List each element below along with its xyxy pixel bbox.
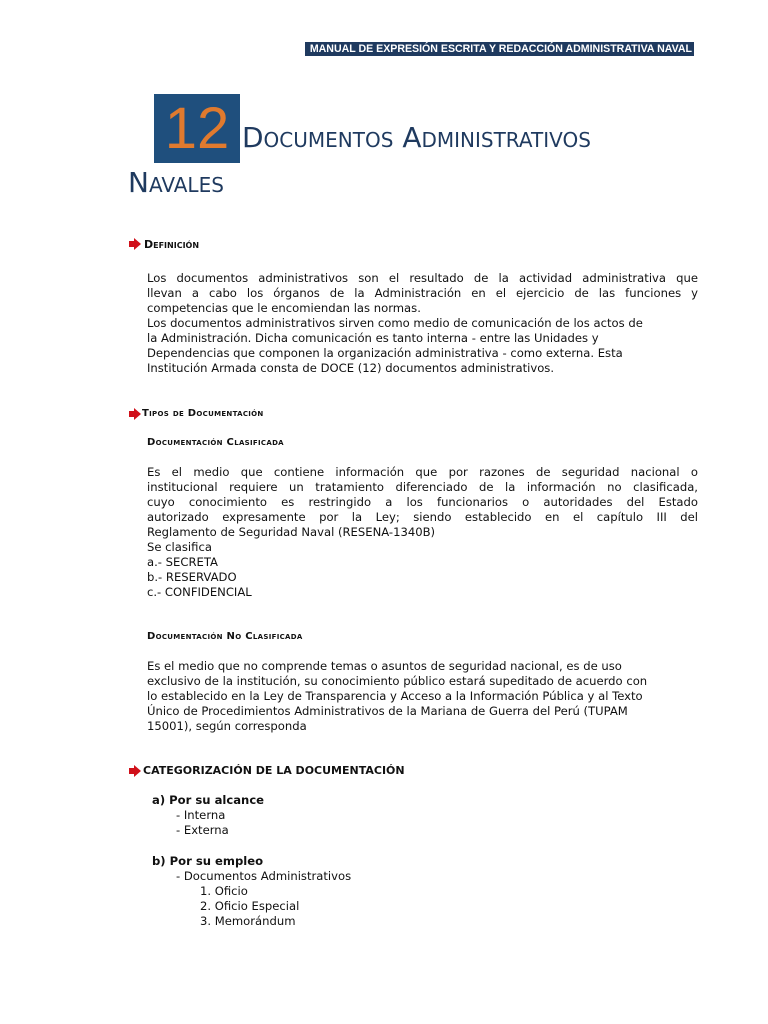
- red-arrow-bullet-icon: [129, 408, 141, 420]
- text-line: Se clasifica: [147, 540, 212, 554]
- text-line: a.- SECRETA: [147, 555, 218, 569]
- no-clasificada-paragraph: [147, 659, 698, 734]
- text-line: autorizado expresamente por la Ley; siendo establecido en el capítulo III del: [147, 510, 698, 524]
- list-item: 1. Oficio: [200, 884, 248, 898]
- text-line: cuyo conocimiento es restringido a los funcionarios o autoridades del Estado: [147, 495, 698, 509]
- text-line: lo establecido en la Ley de Transparencia y Acceso a la Información Pública y al Texto: [147, 689, 643, 703]
- text-line: exclusivo de la institución, su conocimiento público estará supeditado de acuerdo con: [147, 674, 648, 688]
- text-line: Es el medio que no comprende temas o asuntos de seguridad nacional, es de uso: [147, 659, 622, 673]
- alcance-list: [152, 793, 264, 838]
- list-item: 3. Memorándum: [200, 914, 296, 928]
- text-line: Dependencias que componen la organización administrativa - como externa. Esta: [147, 346, 623, 360]
- section-heading-definicion: Definición: [144, 238, 200, 251]
- text-line: llevan a cabo los órganos de la Administración en el ejercicio de las funciones y: [147, 286, 698, 300]
- text-line: c.- CONFIDENCIAL: [147, 585, 252, 599]
- section-heading-tipos: Tipos de Documentación: [142, 408, 264, 419]
- empleo-list: [152, 854, 351, 929]
- clasificada-paragraph: [147, 465, 698, 600]
- empleo-heading: b) Por su empleo: [152, 854, 264, 868]
- text-line: Institución Armada consta de DOCE (12) documentos administrativos.: [147, 361, 555, 375]
- list-item: - Documentos Administrativos: [176, 869, 352, 883]
- definicion-paragraph-1: [147, 271, 698, 376]
- list-item: - Externa: [176, 823, 229, 837]
- text-line: Reglamento de Seguridad Naval (RESENA-1340B): [147, 525, 436, 539]
- text-line: Los documentos administrativos sirven como medio de comunicación de los actos de: [147, 316, 643, 330]
- section-heading-categorizacion: CATEGORIZACIÓN DE LA DOCUMENTACIÓN: [143, 764, 405, 777]
- list-item: - Interna: [176, 808, 226, 822]
- manual-header-band: MANUAL DE EXPRESIÓN ESCRITA Y REDACCIÓN ADMINISTRATIVA NAVAL: [305, 42, 694, 56]
- red-arrow-bullet-icon: [129, 238, 141, 250]
- alcance-heading: a) Por su alcance: [152, 793, 265, 807]
- text-line: competencias que le encomiendan las normas.: [147, 301, 421, 315]
- subheading-no-clasificada: Documentación No Clasificada: [147, 631, 303, 642]
- text-line: Los documentos administrativos son el resultado de la actividad administrativa que: [147, 271, 698, 285]
- chapter-number-box: 12: [154, 94, 240, 163]
- chapter-title-line2: Navales: [128, 166, 224, 199]
- red-arrow-bullet-icon: [129, 765, 141, 777]
- chapter-title-line1: Documentos Administrativos: [242, 121, 591, 154]
- text-line: Único de Procedimientos Administrativos de la Mariana de Guerra del Perú (TUPAM: [147, 704, 628, 718]
- text-line: b.- RESERVADO: [147, 570, 237, 584]
- text-line: Es el medio que contiene información que por razones de seguridad nacional o: [147, 465, 698, 479]
- text-line: institucional requiere un tratamiento diferenciado de la información no clasificada,: [147, 480, 698, 494]
- subheading-clasificada: Documentación Clasificada: [147, 437, 284, 448]
- text-line: 15001), según corresponda: [147, 719, 307, 733]
- text-line: la Administración. Dicha comunicación es tanto interna - entre las Unidades y: [147, 331, 599, 345]
- list-item: 2. Oficio Especial: [200, 899, 300, 913]
